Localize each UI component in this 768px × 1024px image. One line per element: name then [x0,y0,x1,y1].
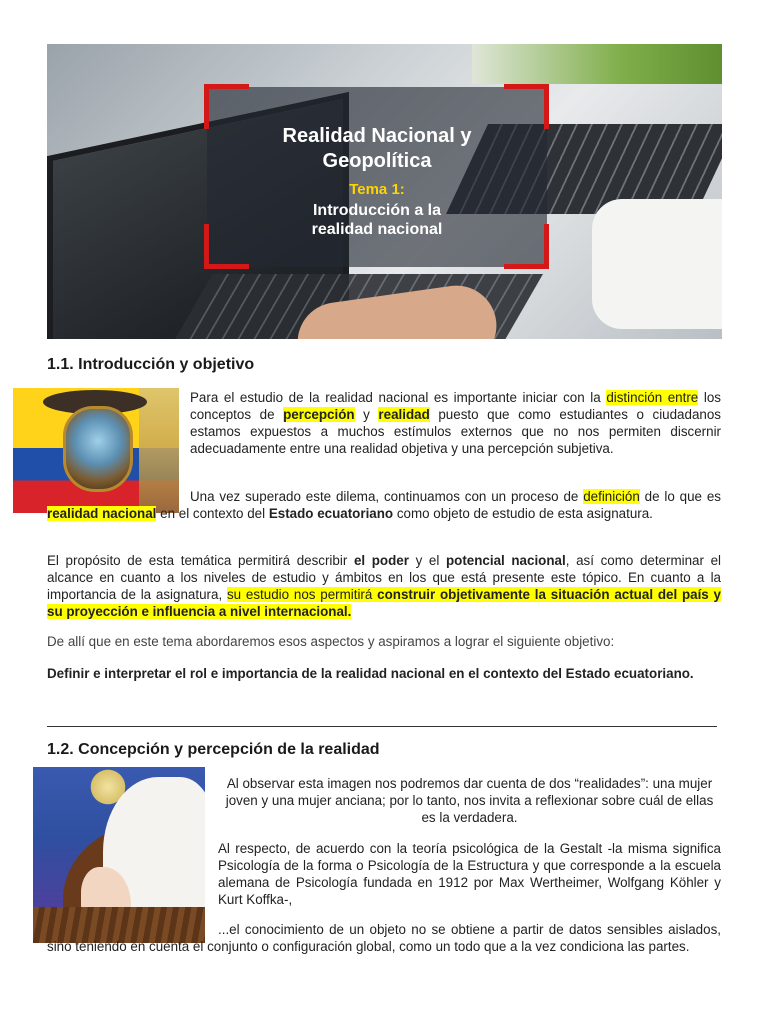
paragraph-3: El propósito de esta temática permitirá describir el poder y el potencial nacional, así como determinar el alcance en cuanto a los niveles de estudio y ámbitos en los que está presente este tópico. En cuanto a la importancia de la asignatura, su estudio nos permitirá construir objetivamente la situación actual del país y su proyección e influencia a nivel internacional. [47,553,722,619]
banner-subtitle: Introducción a la realidad nacional [311,202,443,238]
paragraph-8: ...el conocimiento de un objeto no se obtiene a partir de datos sensibles aislados, sino teniendo en cuenta el conjunto o configuración global, como un todo que a la vez condiciona las partes. [47,922,721,954]
banner-frame [204,84,549,269]
objective-statement: Definir e interpretar el rol e importancia de la realidad nacional en el contexto del Estado ecuatoriano. [47,666,694,681]
section-heading-conception: 1.2. Concepción y percepción de la realidad [47,741,380,758]
paragraph-4: De allí que en este tema abordaremos esos aspectos y aspiramos a lograr el siguiente objetivo: [47,634,615,649]
paragraph-7: Al respecto, de acuerdo con la teoría psicológica de la Gestalt -la misma significa Psicología de la forma o Psicología de la Estructura y que corresponde a la escuela alemana de Psicología fundada en 1912 por Max Wertheimer, Wolfgang Köhler y Kurt Koffka-, [218,841,721,907]
banner-image [47,44,722,339]
paragraph-2: Una vez superado este dilema, continuamos con un proceso de definición de lo que es realidad nacional en el contexto del Estado ecuatoriano como objeto de estudio de esta asignatura. [47,489,721,521]
sleeve [592,199,722,329]
section-heading-intro: 1.1. Introducción y objetivo [47,356,255,373]
paragraph-1: Para el estudio de la realidad nacional es importante iniciar con la distinción entre los conceptos de percepción y realidad puesto que como estudiantes o ciudadanos estamos expuestos a muchos estímulos externos que no nos permiten discernir adecuadamente entre una realidad objetiva y una percepción subjetiva. [190,390,721,456]
banner-topic: Tema 1: [349,181,405,198]
paragraph-6: Al observar esta imagen nos podremos dar cuenta de dos “realidades”: una mujer joven y una mujer anciana; por lo tanto, nos invita a reflexionar sobre cuál de ellas es la verdadera. [225,776,714,825]
section-divider [47,726,717,727]
optical-illusion-image [33,767,205,943]
coat-of-arms-icon [63,406,133,492]
banner-title: Realidad Nacional y Geopolítica [282,125,472,172]
plant-decoration [472,44,722,84]
